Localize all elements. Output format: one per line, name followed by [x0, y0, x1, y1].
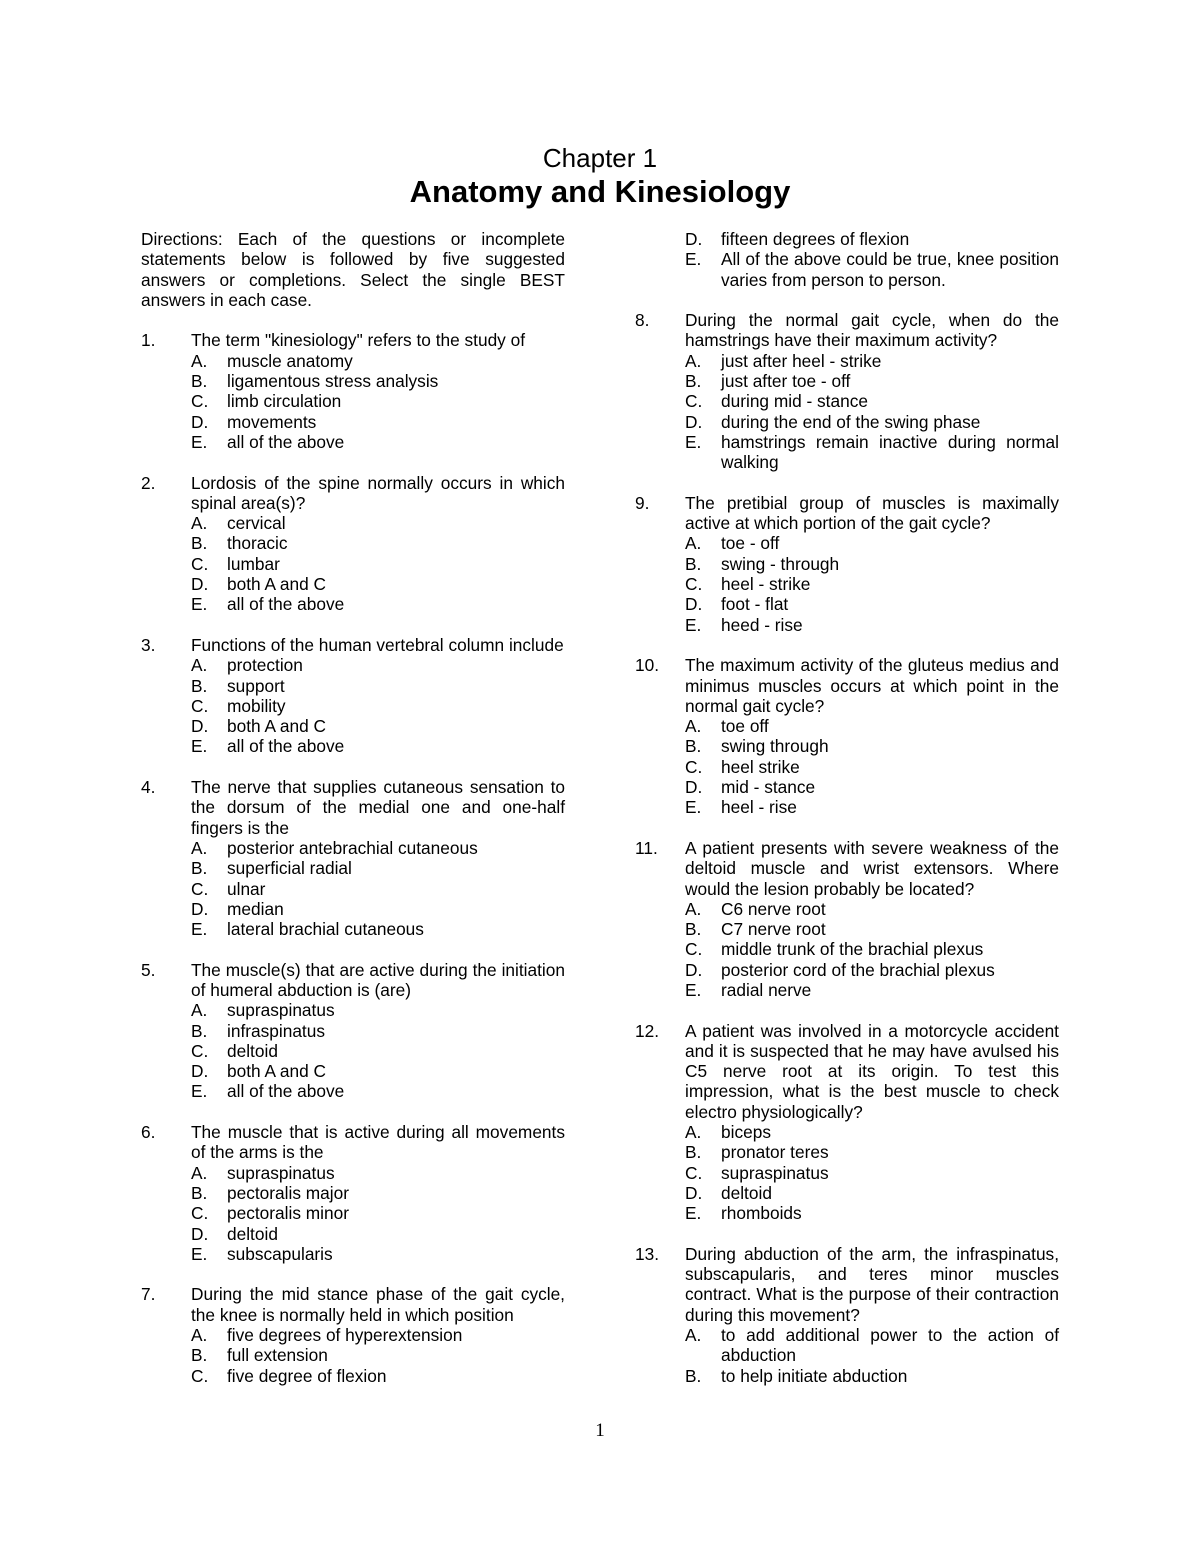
option-letter: C.	[685, 574, 703, 595]
option-letter: E.	[685, 614, 702, 635]
question-stem: The maximum activity of the gluteus medius and minimus muscles occurs at which point in the normal gait cycle?	[685, 655, 1059, 716]
question-stem: The nerve that supplies cutaneous sensation to the dorsum of the medial one and one-half fingers is the	[191, 777, 565, 838]
option-text: radial nerve	[721, 979, 812, 1000]
option-text: toe off	[721, 716, 769, 737]
answer-option-e	[191, 919, 565, 939]
option-text: lumbar	[227, 553, 280, 574]
option-letter: A.	[191, 1162, 208, 1183]
question-7-continued	[635, 229, 1059, 290]
answer-option-c	[191, 1203, 565, 1223]
option-text: five degree of flexion	[227, 1365, 387, 1386]
answer-option-a	[685, 533, 1059, 553]
option-text: rhomboids	[721, 1203, 802, 1224]
option-letter: C.	[191, 1040, 209, 1061]
option-letter: E.	[191, 1243, 208, 1264]
option-text: deltoid	[721, 1182, 772, 1203]
option-letter: B.	[685, 919, 702, 940]
answer-option-c	[685, 757, 1059, 777]
answer-option-d	[191, 1061, 565, 1081]
option-text: C7 nerve root	[721, 919, 826, 940]
left-column	[141, 229, 565, 1406]
question-stem: Functions of the human vertebral column include	[191, 634, 564, 655]
option-letter: A.	[191, 513, 208, 534]
answer-option-c	[191, 1366, 565, 1386]
answer-option-c	[191, 1041, 565, 1061]
answer-option-d	[685, 594, 1059, 614]
option-text: during mid - stance	[721, 391, 868, 412]
option-text: all of the above	[227, 594, 345, 615]
directions-text: Directions: Each of the questions or incomplete statements below is followed by five suggested answers or completions. Select the single BEST answers in each case.	[141, 229, 565, 310]
option-text: posterior cord of the brachial plexus	[721, 959, 995, 980]
option-letter: B.	[685, 553, 702, 574]
option-letter: A.	[191, 1000, 208, 1021]
answer-option-e	[191, 594, 565, 614]
question-number: 10.	[635, 655, 660, 676]
answer-option-c	[685, 1163, 1059, 1183]
option-letter: D.	[685, 959, 703, 980]
answer-option-b	[685, 1366, 1059, 1386]
option-text: cervical	[227, 513, 286, 534]
question-stem: The muscle that is active during all movements of the arms is the	[191, 1122, 565, 1163]
answer-option-b	[685, 554, 1059, 574]
option-text: to help initiate abduction	[721, 1365, 908, 1386]
question-number: 2.	[141, 472, 156, 493]
option-text: posterior antebrachial cutaneous	[227, 837, 478, 858]
option-text: limb circulation	[227, 391, 342, 412]
option-text: infraspinatus	[227, 1020, 325, 1041]
option-letter: E.	[685, 979, 702, 1000]
option-text: to add additional power to the action of abduction	[721, 1325, 1059, 1366]
option-letter: C.	[685, 391, 703, 412]
question-8	[635, 310, 1059, 472]
answer-option-d	[685, 1183, 1059, 1203]
answer-option-e	[191, 736, 565, 756]
option-text: muscle anatomy	[227, 350, 353, 371]
answer-option-e	[191, 1081, 565, 1101]
answer-option-c	[685, 391, 1059, 411]
answer-option-e	[685, 980, 1059, 1000]
option-text: All of the above could be true, knee position varies from person to person.	[721, 249, 1059, 290]
question-13	[635, 1244, 1059, 1386]
option-text: mobility	[227, 695, 286, 716]
option-letter: D.	[191, 898, 209, 919]
answer-option-c	[191, 554, 565, 574]
option-text: fifteen degrees of flexion	[721, 229, 910, 249]
option-letter: D.	[685, 594, 703, 615]
answer-option-a	[191, 351, 565, 371]
option-text: subscapularis	[227, 1243, 333, 1264]
option-letter: A.	[685, 716, 702, 737]
option-text: heel - rise	[721, 797, 797, 818]
option-letter: B.	[191, 1182, 208, 1203]
option-letter: C.	[685, 939, 703, 960]
answer-option-d	[191, 1224, 565, 1244]
question-11	[635, 838, 1059, 1000]
question-stem: A patient presents with severe weakness of the deltoid muscle and wrist extensors. Where would the lesion probably be located?	[685, 837, 1059, 899]
answer-option-a	[191, 1325, 565, 1345]
option-text: lateral brachial cutaneous	[227, 919, 424, 940]
answer-option-a	[685, 1325, 1059, 1366]
option-text: middle trunk of the brachial plexus	[721, 939, 984, 960]
answer-option-a	[191, 838, 565, 858]
answer-option-b	[191, 676, 565, 696]
option-letter: C.	[191, 695, 209, 716]
option-letter: A.	[191, 1325, 208, 1346]
answer-option-a	[191, 1163, 565, 1183]
option-text: pronator teres	[721, 1142, 829, 1163]
answer-option-a	[685, 1122, 1059, 1142]
question-stem: During the mid stance phase of the gait cycle, the knee is normally held in which position	[191, 1284, 565, 1325]
option-text: both A and C	[227, 574, 326, 595]
option-text: support	[227, 675, 285, 696]
option-letter: E.	[191, 736, 208, 757]
answer-option-b	[685, 1142, 1059, 1162]
question-stem: A patient was involved in a motorcycle accident and it is suspected that he may have avulsed his C5 nerve root at its origin. To test this impression, what is the best muscle to check electro physiologically?	[685, 1020, 1059, 1122]
answer-option-d	[685, 412, 1059, 432]
question-stem: Lordosis of the spine normally occurs in which spinal area(s)?	[191, 472, 565, 513]
question-number: 13.	[635, 1243, 660, 1264]
answer-option-c	[191, 879, 565, 899]
answer-option-a	[685, 899, 1059, 919]
option-text: all of the above	[227, 736, 345, 757]
option-letter: A.	[685, 533, 702, 554]
question-9	[635, 493, 1059, 635]
option-letter: A.	[685, 1325, 702, 1346]
question-stem: The muscle(s) that are active during the initiation of humeral abduction is (are)	[191, 959, 565, 1000]
option-text: supraspinatus	[721, 1162, 829, 1183]
question-number: 9.	[635, 492, 650, 513]
option-text: deltoid	[227, 1040, 278, 1061]
option-text: pectoralis major	[227, 1182, 349, 1203]
option-text: ulnar	[227, 878, 266, 899]
question-3	[141, 635, 565, 757]
option-text: biceps	[721, 1122, 771, 1143]
option-letter: B.	[191, 1020, 208, 1041]
option-letter: C.	[191, 391, 209, 412]
option-text: all of the above	[227, 1081, 345, 1102]
option-letter: D.	[191, 411, 209, 432]
question-6	[141, 1122, 565, 1264]
answer-option-c	[191, 696, 565, 716]
option-letter: E.	[685, 797, 702, 818]
answer-option-b	[191, 533, 565, 553]
answer-option-b	[191, 1021, 565, 1041]
option-text: swing through	[721, 736, 829, 757]
option-letter: B.	[191, 533, 208, 554]
option-text: C6 nerve root	[721, 898, 826, 919]
option-letter: E.	[191, 919, 208, 940]
option-letter: E.	[685, 249, 702, 270]
question-number: 8.	[635, 310, 650, 331]
answer-option-e	[685, 797, 1059, 817]
option-letter: A.	[685, 350, 702, 371]
answer-option-b	[685, 919, 1059, 939]
question-stem: During abduction of the arm, the infraspinatus, subscapularis, and teres minor muscles contract. What is the purpose of their contraction during this movement?	[685, 1243, 1059, 1325]
page-number: 1	[595, 1420, 605, 1441]
option-letter: C.	[191, 1203, 209, 1224]
option-letter: D.	[191, 574, 209, 595]
option-letter: E.	[685, 431, 702, 452]
answer-option-a	[685, 351, 1059, 371]
question-stem: The pretibial group of muscles is maximally active at which portion of the gait cycle?	[685, 492, 1059, 534]
question-5	[141, 960, 565, 1102]
option-text: heel strike	[721, 756, 800, 777]
question-number: 5.	[141, 959, 156, 980]
option-text: pectoralis minor	[227, 1203, 349, 1224]
question-stem: The term "kinesiology" refers to the study of	[191, 330, 526, 351]
option-text: deltoid	[227, 1223, 278, 1244]
question-2	[141, 473, 565, 615]
answer-option-b	[191, 1183, 565, 1203]
option-letter: C.	[685, 756, 703, 777]
option-letter: D.	[191, 1061, 209, 1082]
option-text: superficial radial	[227, 858, 352, 879]
option-letter: B.	[685, 1142, 702, 1163]
answer-option-e	[685, 249, 1059, 290]
question-10	[635, 655, 1059, 817]
option-text: heel - strike	[721, 574, 811, 595]
option-letter: D.	[191, 1223, 209, 1244]
answer-option-a	[685, 716, 1059, 736]
answer-option-a	[191, 513, 565, 533]
option-text: median	[227, 898, 284, 919]
option-text: swing - through	[721, 553, 840, 574]
answer-option-b	[191, 858, 565, 878]
option-letter: A.	[191, 655, 208, 676]
option-text: toe - off	[721, 533, 780, 554]
option-letter: B.	[191, 371, 208, 392]
question-number: 7.	[141, 1284, 156, 1305]
question-4	[141, 777, 565, 939]
option-letter: C.	[685, 1162, 703, 1183]
option-text: heed - rise	[721, 614, 803, 635]
option-letter: B.	[191, 858, 208, 879]
question-number: 4.	[141, 777, 156, 798]
question-stem: During the normal gait cycle, when do the hamstrings have their maximum activity?	[685, 310, 1059, 351]
option-text: just after heel - strike	[721, 350, 882, 371]
option-text: just after toe - off	[721, 371, 851, 392]
answer-option-b	[191, 1345, 565, 1365]
answer-option-d	[191, 716, 565, 736]
option-text: thoracic	[227, 533, 288, 554]
option-letter: C.	[191, 878, 209, 899]
option-letter: D.	[685, 1182, 703, 1203]
option-text: both A and C	[227, 1061, 326, 1082]
option-text: hamstrings remain inactive during normal walking	[721, 431, 1059, 473]
question-number: 6.	[141, 1122, 156, 1143]
chapter-label: Chapter 1	[542, 143, 658, 173]
option-letter: D.	[191, 716, 209, 737]
answer-option-e	[685, 1203, 1059, 1223]
answer-option-e	[191, 1244, 565, 1264]
option-letter: E.	[191, 431, 208, 452]
option-letter: B.	[685, 371, 702, 392]
option-letter: C.	[191, 553, 209, 574]
option-text: supraspinatus	[227, 1162, 335, 1183]
question-number: 11.	[635, 837, 658, 858]
answer-option-d	[191, 412, 565, 432]
answer-option-d	[685, 960, 1059, 980]
option-text: ligamentous stress analysis	[227, 371, 439, 392]
option-letter: E.	[191, 1081, 208, 1102]
option-letter: B.	[191, 675, 208, 696]
option-letter: E.	[685, 1203, 702, 1224]
answer-option-b	[191, 371, 565, 391]
question-number: 12.	[635, 1020, 660, 1041]
answer-option-a	[191, 655, 565, 675]
option-text: during the end of the swing phase	[721, 411, 981, 432]
page-title: Anatomy and Kinesiology	[409, 174, 791, 209]
question-12	[635, 1021, 1059, 1224]
option-letter: D.	[685, 229, 703, 249]
answer-option-e	[191, 432, 565, 452]
question-number: 3.	[141, 634, 156, 655]
answer-option-e	[685, 615, 1059, 635]
right-column	[635, 229, 1059, 1406]
option-letter: B.	[685, 736, 702, 757]
option-letter: A.	[685, 898, 702, 919]
option-text: foot - flat	[721, 594, 789, 615]
answer-option-d	[191, 899, 565, 919]
option-letter: B.	[685, 1365, 702, 1386]
answer-option-b	[685, 736, 1059, 756]
option-letter: E.	[191, 594, 208, 615]
option-letter: A.	[685, 1122, 702, 1143]
question-number: 1.	[141, 330, 156, 351]
question-1	[141, 330, 565, 452]
option-letter: C.	[191, 1365, 209, 1386]
answer-option-e	[685, 432, 1059, 473]
option-text: both A and C	[227, 716, 326, 737]
option-text: movements	[227, 411, 317, 432]
option-text: protection	[227, 655, 303, 676]
option-text: full extension	[227, 1345, 328, 1366]
answer-option-d	[685, 777, 1059, 797]
option-letter: D.	[685, 411, 703, 432]
answer-option-d	[191, 574, 565, 594]
answer-option-c	[685, 574, 1059, 594]
answer-option-b	[685, 371, 1059, 391]
option-letter: A.	[191, 350, 208, 371]
option-letter: D.	[685, 777, 703, 798]
answer-option-c	[191, 391, 565, 411]
answer-option-d	[685, 229, 1059, 249]
option-text: supraspinatus	[227, 1000, 335, 1021]
answer-option-c	[685, 939, 1059, 959]
answer-option-a	[191, 1000, 565, 1020]
option-letter: B.	[191, 1345, 208, 1366]
option-text: all of the above	[227, 431, 345, 452]
option-text: five degrees of hyperextension	[227, 1325, 463, 1346]
question-7	[141, 1284, 565, 1385]
option-text: mid - stance	[721, 777, 816, 798]
option-letter: A.	[191, 837, 208, 858]
